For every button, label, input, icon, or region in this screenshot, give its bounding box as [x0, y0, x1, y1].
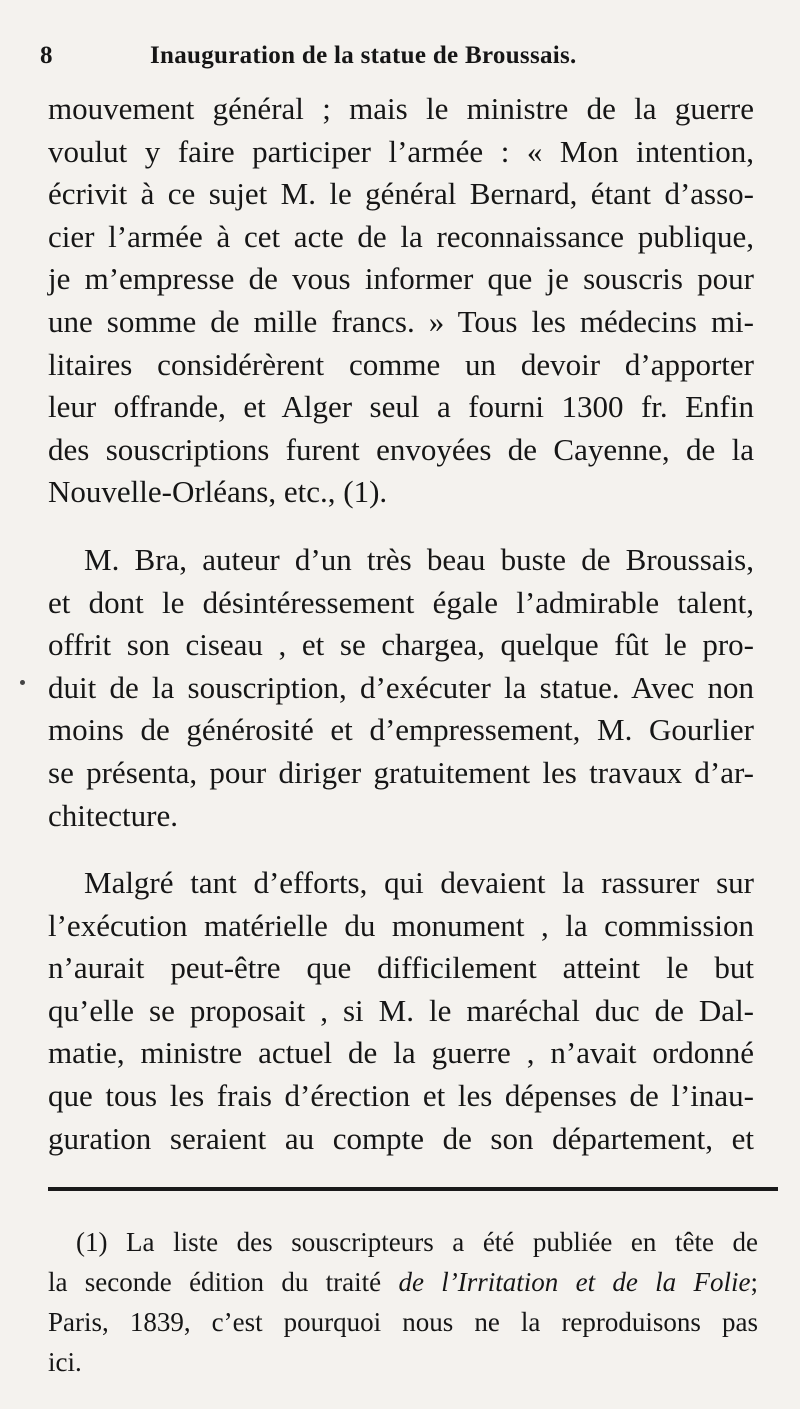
text-line: n’aurait peut-être que difficilement atteint le but [48, 950, 754, 986]
text-line: Malgré tant d’efforts, qui devaient la rassurer sur [84, 865, 754, 901]
paragraph [48, 88, 754, 514]
footnote-text: la seconde édition du traité [48, 1267, 399, 1297]
running-title: Inauguration de la statue de Broussais. [150, 42, 577, 69]
text-line: se présenta, pour diriger gratuitement les travaux d’ar- [48, 754, 754, 790]
text-line: mouvement général ; mais le ministre de la guerre [48, 91, 754, 126]
text-line: je m’empresse de vous informer que je souscris pour [48, 261, 754, 297]
text-line: que tous les frais d’érection et les dépenses de l’inau- [48, 1078, 754, 1114]
text-line: litaires considérèrent comme un devoir d’apporter [48, 346, 754, 382]
text-line: l’exécution matérielle du monument , la commission [48, 907, 754, 943]
text-line: voulut y faire participer l’armée : « Mon intention, [48, 133, 754, 169]
footnote-line: ici. [48, 1347, 82, 1377]
footnote-line: Paris, 1839, c’est pourquoi nous ne la reproduisons pas [48, 1307, 758, 1337]
text-line: M. Bra, auteur d’un très beau buste de Broussais, [84, 541, 754, 577]
text-line: et dont le désintéressement égale l’admirable talent, [48, 584, 754, 620]
text-line: des souscriptions furent envoyées de Cayenne, de la [48, 431, 754, 467]
text-line: cier l’armée à cet acte de la reconnaissance publique, [48, 218, 754, 254]
text-line: leur offrande, et Alger seul a fourni 1300 fr. Enfin [48, 389, 754, 425]
text-line: offrit son ciseau , et se chargea, quelque fût le pro- [48, 627, 754, 663]
page-number: 8 [40, 42, 53, 69]
text-line: matie, ministre actuel de la guerre , n’avait ordonné [48, 1035, 754, 1071]
footnote-line: (1) La liste des souscripteurs a été publiée en tête de [76, 1227, 758, 1257]
footnote-line [48, 1262, 758, 1302]
book-title: de l’Irritation et de la Folie [398, 1267, 751, 1297]
text-line: guration seraient au compte de son département, et [48, 1120, 754, 1156]
footnote [48, 1222, 758, 1382]
text-line: écrivit à ce sujet M. le général Bernard, étant d’asso- [48, 176, 754, 212]
paragraph [48, 539, 754, 837]
footnote-rule [48, 1187, 778, 1191]
footnote-text: ; [750, 1267, 758, 1297]
text-line: Nouvelle-Orléans, etc., (1). [48, 474, 388, 510]
main-text [48, 88, 754, 1160]
margin-mark [20, 680, 25, 685]
text-line: une somme de mille francs. » Tous les médecins mi- [48, 303, 754, 339]
text-line: moins de générosité et d’empressement, M. Gourlier [48, 712, 754, 748]
text-line: chitecture. [48, 797, 178, 833]
text-line: duit de la souscription, d’exécuter la statue. Avec non [48, 669, 754, 705]
paragraph [48, 862, 754, 1160]
text-line: qu’elle se proposait , si M. le maréchal duc de Dal- [48, 992, 754, 1028]
